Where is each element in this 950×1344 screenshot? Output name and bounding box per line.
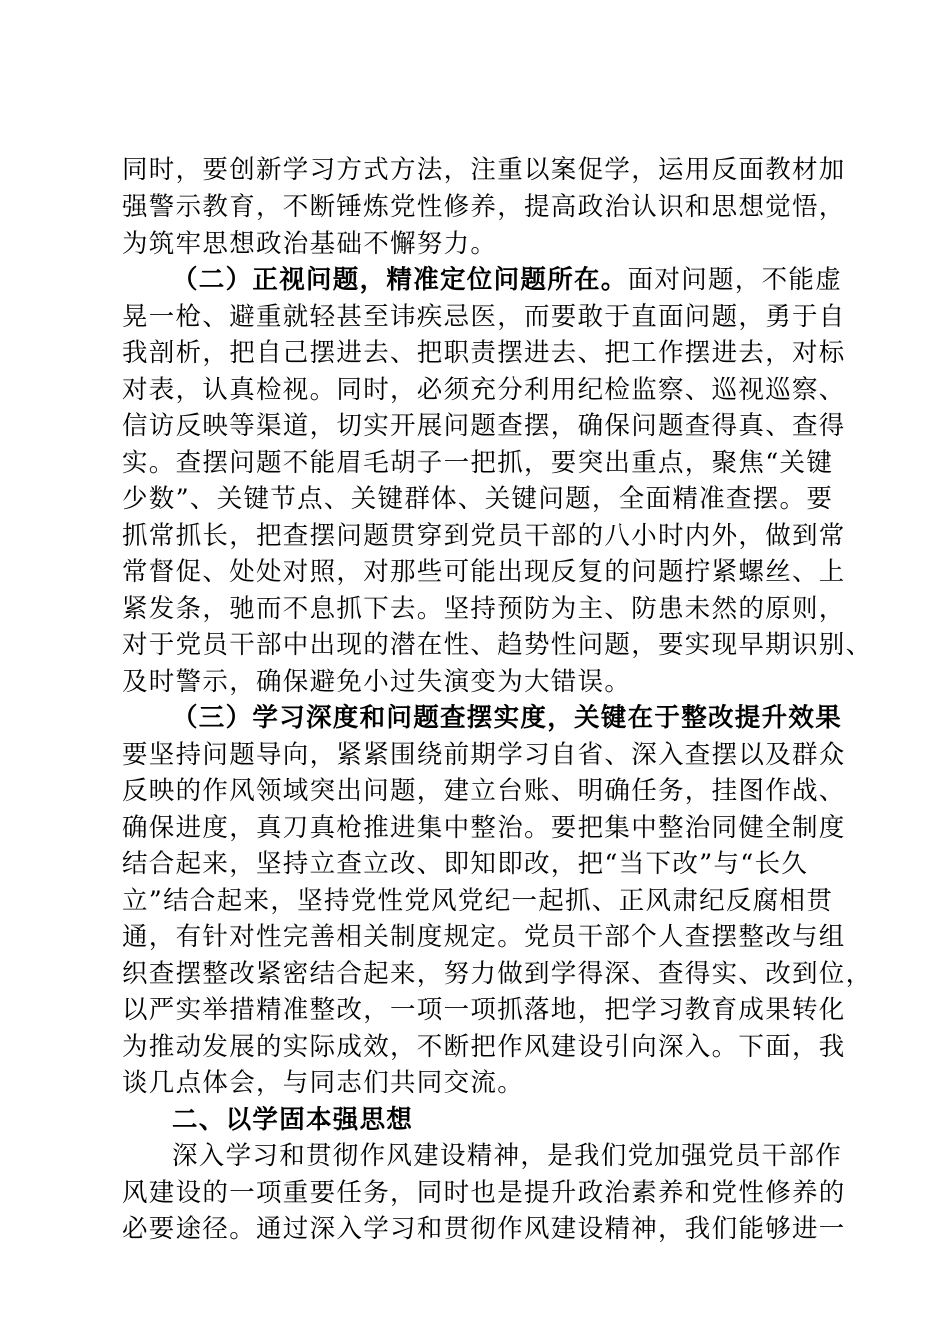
text-line: 以严实举措精准整改，一项一项抓落地，把学习教育成果转化 <box>122 995 846 1025</box>
text-line: 织查摆整改紧密结合起来，努力做到学得深、查得实、改到位， <box>122 959 873 989</box>
paragraph-2-lead: 面对问题，不能虚 <box>627 265 843 295</box>
text-line: 深入学习和贯彻作风建设精神，是我们党加强党员干部作 <box>172 1141 843 1171</box>
paragraph-2-first-line <box>172 265 892 295</box>
text-line: 信访反映等渠道，切实开展问题查摆，确保问题查得真、查得 <box>122 411 846 441</box>
text-line: 对表，认真检视。同时，必须充分利用纪检监察、巡视巡察、 <box>122 375 846 405</box>
paragraph-2-heading: （二）正视问题，精准定位问题所在。 <box>172 265 628 295</box>
text-line: 确保进度，真刀真枪推进集中整治。要把集中整治同健全制度 <box>122 813 846 843</box>
text-line: 实。查摆问题不能眉毛胡子一把抓，要突出重点，聚焦“关键 <box>122 448 834 478</box>
text-line: 谈几点体会，与同志们共同交流。 <box>122 1068 525 1098</box>
text-line: 抓常抓长，把查摆问题贯穿到党员干部的八小时内外，做到常 <box>122 521 846 551</box>
text-line: 对于党员干部中出现的潜在性、趋势性问题，要实现早期识别、 <box>122 630 873 660</box>
text-line: 紧发条，驰而不息抓下去。坚持预防为主、防患未然的原则， <box>122 594 846 624</box>
text-line: 为推动发展的实际成效，不断把作风建设引向深入。下面，我 <box>122 1032 846 1062</box>
paragraph-3-heading: （三）学习深度和问题查摆实度，关键在于整改提升效果 <box>172 703 843 733</box>
text-line: 少数”、关键节点、关键群体、关键问题，全面精准查摆。要 <box>122 484 834 514</box>
text-line: 立”结合起来，坚持党性党风党纪一起抓、正风肃纪反腐相贯 <box>122 886 834 916</box>
text-line: 反映的作风领域突出问题，建立台账、明确任务，挂图作战、 <box>122 776 846 806</box>
text-line: 结合起来，坚持立查立改、即知即改，把“当下改”与“长久 <box>122 849 809 879</box>
text-line: 为筑牢思想政治基础不懈努力。 <box>122 229 498 259</box>
text-line: 强警示教育，不断锤炼党性修养，提高政治认识和思想觉悟， <box>122 192 846 222</box>
text-line: 我剖析，把自己摆进去、把职责摆进去、把工作摆进去，对标 <box>122 338 846 368</box>
text-line: 通，有针对性完善相关制度规定。党员干部个人查摆整改与组 <box>122 922 846 952</box>
text-line: 同时，要创新学习方式方法，注重以案促学，运用反面教材加 <box>122 155 846 185</box>
text-line: 及时警示，确保避免小过失演变为大错误。 <box>122 667 632 697</box>
text-line: 风建设的一项重要任务，同时也是提升政治素养和党性修养的 <box>122 1178 846 1208</box>
section-heading: 二、以学固本强思想 <box>172 1105 414 1135</box>
text-line: 常督促、处处对照，对那些可能出现反复的问题拧紧螺丝、上 <box>122 557 846 587</box>
text-line: 必要途径。通过深入学习和贯彻作风建设精神，我们能够进一 <box>122 1214 846 1244</box>
text-line: 晃一枪、避重就轻甚至讳疾忌医，而要敢于直面问题，勇于自 <box>122 302 846 332</box>
text-line: 要坚持问题导向，紧紧围绕前期学习自省、深入查摆以及群众 <box>122 740 846 770</box>
